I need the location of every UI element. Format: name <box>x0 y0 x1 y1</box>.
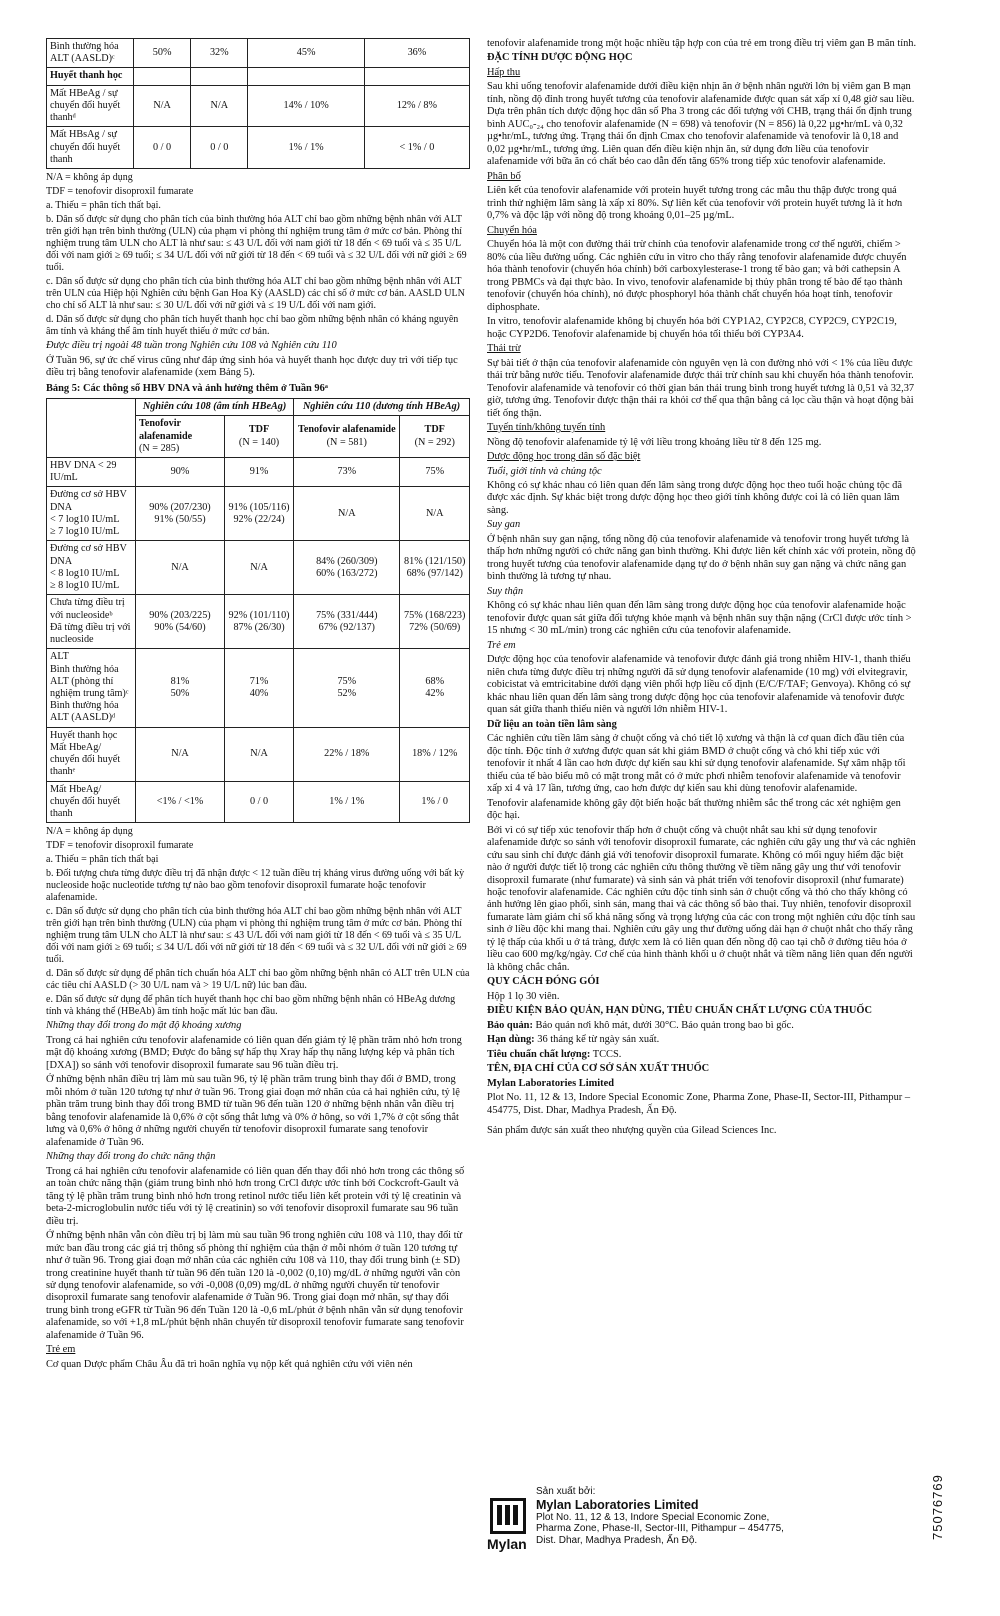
table-cell: N/A <box>400 487 470 541</box>
peds-heading: Trẻ em <box>487 639 516 651</box>
row-label: Huyết thanh học <box>47 68 134 85</box>
kidney-paragraph: Ở những bệnh nhân vẫn còn điều trị bị làm mù sau tuần 96 trong nghiên cứu 108 và 110, thay đổi từ mức ban đầu trong các giá trị thông số phòng thí nghiệm của thận ở mỗi nhóm ở tuần 120 tương tự như ở tuần 96. Trong giai đoạn mở nhãn của các nghiên cứu 108 và 110, thay đổi trung bình (± SD) trong creatinine huyết thanh từ tuần 96 đến tuần 120 là -0,002 (0,10) mg/dL ở những người vẫn còn sử dụng tenofovir alafenamide, so với -0,008 (0,09) mg/dL ở những người chuyển từ tenofovir disoproxil fumarate sang tenofovir alafenamide ở Tuần 96. Trong giai đoạn mở nhãn, sự thay đổi trung bình trong eGFR từ Tuần 96 đến Tuần 120 là -0,6 mL/phút ở bệnh nhân vẫn sử dụng tenofovir alafenamide, so với +1,8 mL/phút bệnh nhân chuyển từ disoproxil tenofovir fumarate sang tenofovir alafenamide ở Tuần 96. <box>46 1230 464 1341</box>
table-cell: 0 / 0 <box>225 781 294 823</box>
liver-heading: Suy gan <box>487 519 521 531</box>
table-5 <box>46 398 470 823</box>
manufacturer-name: Mylan Laboratories Limited <box>487 1077 614 1089</box>
elimination-heading: Thải trừ <box>487 343 521 355</box>
table-cell: 84% (260/309) 60% (163/272) <box>294 541 400 595</box>
table-cell: N/A <box>134 85 191 127</box>
table-cell: 22% / 18% <box>294 727 400 781</box>
left-column <box>46 38 470 1373</box>
row-label: Đường cơ sở HBV DNA < 7 log10 IU/mL ≥ 7 log10 IU/mL <box>47 487 136 541</box>
table-cell: 73% <box>294 457 400 486</box>
note: e. Dân số được sử dụng để phân tích huyết thanh học chỉ bao gồm những bệnh nhân có HBeAg dương tính và kháng thể (HBeAb) âm tính hoặc mất lúc ban đầu. <box>46 994 456 1018</box>
table-cell: 32% <box>191 39 248 68</box>
product-code: 75076769 <box>930 1474 945 1540</box>
absorption-heading: Hấp thu <box>487 66 521 78</box>
bone-paragraph: Trong cả hai nghiên cứu tenofovir alafenamide có liên quan đến giảm tỷ lệ phần trăm nhỏ hơn trong mật độ khoáng xương (BMD; Được đo bằng sự hấp thụ Xray hấp thụ năng lượng kép và phân tích [DXA]) so sánh với tenofovir disoproxil fumarate sau 96 tuần điều trị. <box>46 1034 462 1071</box>
row-label: HBV DNA < 29 IU/mL <box>47 457 136 486</box>
table-5-corner <box>47 399 136 458</box>
preclinical-heading: Dữ liệu an toàn tiền lâm sàng <box>487 718 617 730</box>
note: b. Đối tượng chưa từng được điều trị đã nhận được < 12 tuần điều trị kháng virus đường uống với bất kỳ nucleoside hoặc nucleotide tương tự nào bao gồm tenofovir disoproxil fumarate hoặc tenofovir alafenamide. <box>46 868 465 904</box>
table-row <box>47 541 470 595</box>
table-cell <box>248 68 364 85</box>
bone-paragraph: Ở những bệnh nhân điều trị làm mù sau tuần 96, tỷ lệ phần trăm trung bình thay đổi ở BMD, trong mỗi nhóm ở tuần 120 tương tự như ở tuần 96. Trong giai đoạn mở nhãn của cả hai nghiên cứu, tỷ lệ phần trăm trung bình thay đổi trong BMD từ tuần 96 đến tuần 120 ở những bệnh nhân vẫn điều trị bằng tenofovir alafenamide là 0,6% ở cột sống thắt lưng và 0% ở hông, so với 1,7% ở cột sống thắt lưng và 0,6% ở hông ở những người chuyển từ tenofovir disoproxil fumarate sang tenofovir alafenamide ở Tuần 96. <box>46 1074 460 1148</box>
table-cell: 81% 50% <box>136 649 225 727</box>
storage-line: Hạn dùng: 36 tháng kể từ ngày sản xuất. <box>487 1034 660 1046</box>
table-5-notes <box>46 826 470 1018</box>
table-row <box>47 68 470 85</box>
table-cell: 75% (168/223) 72% (50/69) <box>400 595 470 649</box>
note: c. Dân số được sử dụng cho phân tích của bình thường hóa ALT chỉ bao gồm những bệnh nhân với ALT trên giới hạn trên bình thường (ULN) của phạm vi phòng thí nghiệm trung tâm ở mức cơ bản. Phòng thí nghiệm trung tâm ULN cho ALT là như sau: ≤ 43 U/L đối với nam giới từ 18 đến < 69 tuổi và ≤ 35 U/L đối với nam giới ≥ 69 tuổi; ≤ 34 U/L đối với nữ giới từ 18 đến < 69 tuổi và ≤ 32 U/L đối với nữ giới ≥ 69 tuổi. <box>46 906 467 966</box>
preclinical-text: Tenofovir alafenamide không gây đột biến hoặc bất thường nhiễm sắc thể trong các xét nghiệm gen độc hại. <box>487 797 901 822</box>
preclinical-text: Bởi vì có sự tiếp xúc tenofovir thấp hơn ở chuột cống và chuột nhắt sau khi sử dụng tenofovir alafenamide được so sánh với tenofovir disoproxil fumarate, các nghiên cứu gây ung thư và các nghiên cứu sau sinh chỉ được đánh giá với tenofovir disoproxil fumarate. Không có mối nguy hiểm đặc biệt nào ở người được tiết lộ trong các nghiên cứu thông thường về tiềm năng gây ung thư với tenofovir disoproxil fumarate (như fumarate) và sinh sản và phát triển với tenofovir disoproxil (như fumarate) hoặc tenofovir alafenamide. Các nghiên cứu độc tính sinh sản ở chuột cống và thỏ cho thấy không có ảnh hưởng lên giao phối, sinh sản, mang thai và các thông số bào thai. Tuy nhiên, tenofovir disoproxil fumarate làm giảm chỉ số khả năng sống và trọng lượng của các con trong một nghiên cứu độc tính sau sinh ở liều độc khi mang thai. Nghiên cứu gây ung thư đường uống dài hạn ở chuột nhắt cho thấy rằng tỷ lệ thấp của khối u ở tá tràng, được xem là có liên quan đến nồng độ cao tại chỗ ở đường tiêu hóa ở liều cao 600 mg/kg/ngày. Cơ chế của hình thành khối u ở chuột nhắt và tiềm năng liên quan đến người là không chắc chắn. <box>487 824 916 973</box>
renal-text: Không có sự khác nhau liên quan đến lâm sàng trong dược động học của tenofovir alafenamide hoặc tenofovir được quan sát giữa đối tượng khỏe mạnh và bệnh nhân suy thận nặng (CrCl được ước tính > 15 nhưng < 30 mL/min) trong các nghiên cứu của tenofovir alafenamide. <box>487 600 912 637</box>
table-row <box>47 595 470 649</box>
packaging-heading: QUY CÁCH ĐÓNG GÓI <box>487 976 600 988</box>
table-cell: 36% <box>364 39 469 68</box>
absorption-text: Sau khi uống tenofovir alafenamide dưới điều kiện nhịn ăn ở bệnh nhân người lớn bị viêm gan B mạn tính, nồng độ đỉnh trong huyết tương của tenofovir alafenamide được quan sát xấp xỉ 0,48 giờ sau liều. Dựa trên phân tích dược động học dân số Pha 3 trong các đối tượng với CHB, trạng thái ổn định trung bình AUC₀-₂₄ cho tenofovir alafenamide (N = 698) và tenofovir (N = 856) là 0,22 µg•hr/mL và 0,32 µg•hr/mL, tương ứng. Trạng thái ổn định Cmax cho tenofovir alafenamide và tenofovir là 0,18 and 0,02 µg•hr/mL, tương ứng. Liên quan đến điều kiện nhịn ăn, sử dụng đơn liều của tenofovir alafenamide với bữa ăn có chất béo cao dẫn đến tăng 65% trong tiếp xúc tenofovir alafenamide. <box>487 81 915 168</box>
children-paragraph: Cơ quan Dược phẩm Châu Âu đã trì hoãn nghĩa vụ nộp kết quả nghiên cứu với viên nén <box>46 1358 413 1370</box>
table-cell: 1% / 0 <box>400 781 470 823</box>
peds-text: Dược động học của tenofovir alafenamide và tenofovir được đánh giá trong nhiễm HIV-1, thanh thiếu niên chưa từng được điều trị những người đã sử dụng tenofovir alafenamide (10 mg) với elvitegravir, cobicistat và emtricitabine dưới dạng viên phối hợp liều cố định (E/C/F/TAF; Genvoya). Không có sự khác nhau liên quan đến lâm sàng trong dược động học của tenofovir alafenamide và tenofovir được quan sát giữa thanh thiếu niên và người lớn nhiễm HIV-1. <box>487 654 911 716</box>
row-label: Mất HbeAg/ chuyển đổi huyết thanh <box>47 781 136 823</box>
table-row <box>47 487 470 541</box>
manufacturer-heading: TÊN, ĐỊA CHỈ CỦA CƠ SỞ SẢN XUẤT THUỐC <box>487 1063 710 1075</box>
table-cell: 1% / 1% <box>248 127 364 169</box>
table-cell: 68% 42% <box>400 649 470 727</box>
row-label: Bình thường hóa ALT (AASLD)ᶜ <box>47 39 134 68</box>
table-cell: 81% (121/150) 68% (97/142) <box>400 541 470 595</box>
table-cell <box>191 68 248 85</box>
note: d. Dân số được sử dụng để phân tích chuẩn hóa ALT chỉ bao gồm những bệnh nhân có ALT trên ULN của các tiêu chí AASLD (> 30 U/L nam và > 19 U/L nữ) lúc ban đầu. <box>46 968 470 992</box>
kidney-paragraph: Trong cả hai nghiên cứu tenofovir alafenamide có liên quan đến thay đổi nhỏ hơn trong các thông số an toàn chức năng thận (giảm trung bình nhỏ hơn trong CrCl được ước tính bởi Cockcroft-Gault và tăng tỷ lệ phần trăm trung bình nhỏ hơn trong retinol nước tiểu liên kết protein với tỷ lệ creatinin và beta-2-microglobulin nước tiểu với tỷ lệ creatinin) so với tenofovir disoproxil fumarate sau 96 tuần điều trị. <box>46 1165 465 1227</box>
table-cell: 71% 40% <box>225 649 294 727</box>
taf-header: Tenofovir alafenamide (N = 285) <box>136 416 225 458</box>
metabolism-text: Chuyển hóa là một con đường thải trừ chính của tenofovir alafenamide trong cơ thể người, chiếm > 80% của liều đường uống. Các nghiên cứu in vitro cho thấy rằng tenofovir alafenamide được chuyển hóa thành tenofovir (chuyển hóa chính) bởi carboxylesterase-1 trong tế bào gan; và bởi cathepsin A trong PBMCs và đại thực bào. In vivo, tenofovir alafenamide bị thủy phân trong tế bào để tạo thành tenofovir (chuyển hóa chính), nó được phosphoryl hóa thành chất chuyển hóa hoạt tính, tenofovir diphosphate. <box>487 239 907 313</box>
tdf-header: TDF (N = 140) <box>225 416 294 458</box>
mylan-logo <box>490 1498 526 1534</box>
right-column <box>487 38 917 1140</box>
pk-heading: ĐẶC TÍNH DƯỢC ĐỘNG HỌC <box>487 52 633 64</box>
kidney-heading: Những thay đổi trong đo chức năng thận <box>46 1151 216 1163</box>
table-cell <box>134 68 191 85</box>
table-cell: 50% <box>134 39 191 68</box>
age-text: Không có sự khác nhau có liên quan đến lâm sàng trong dược động học theo tuổi hoặc chủng tộc đã được xác định. Sự khác biệt trong dược động học theo giới tính không được coi là có liên quan lâm sàng. <box>487 479 902 516</box>
table-cell: 12% / 8% <box>364 85 469 127</box>
table-cell: 75% 52% <box>294 649 400 727</box>
row-label: Huyết thanh học Mất HbeAg/ chuyển đổi huyết thanhᵉ <box>47 727 136 781</box>
note: TDF = tenofovir disoproxil fumarate <box>46 840 194 852</box>
linearity-text: Nồng độ tenofovir alafenamide tỷ lệ với liều trong khoảng liều từ 8 đến 125 mg. <box>487 436 822 448</box>
metabolism-heading: Chuyển hóa <box>487 224 537 236</box>
table-cell: 91% (105/116) 92% (22/24) <box>225 487 294 541</box>
note: TDF = tenofovir disoproxil fumarate <box>46 186 194 198</box>
table-cell: 14% / 10% <box>248 85 364 127</box>
table-4-continued <box>46 38 470 169</box>
linearity-heading: Tuyến tính/không tuyến tính <box>487 422 606 434</box>
table-cell: N/A <box>191 85 248 127</box>
table-row <box>47 39 470 68</box>
table-row <box>47 457 470 486</box>
distribution-text: Liên kết của tenofovir alafenamide với protein huyết tương trong các mẫu thu thập được trong quá trình thử nghiệm lâm sàng là xấp xỉ 80%. Sự liên kết của tenofovir với protein huyết tương là ít hơn 0,7% và độc lập với nồng độ trong khoảng 0,01–25 µg/mL. <box>487 185 903 222</box>
note: N/A = không áp dụng <box>46 172 133 184</box>
row-label: Mất HBeAg / sự chuyển đổi huyết thanhᵈ <box>47 85 134 127</box>
table-cell: 75% (331/444) 67% (92/137) <box>294 595 400 649</box>
table-cell: 0 / 0 <box>134 127 191 169</box>
children-heading: Trẻ em <box>46 1344 76 1356</box>
special-populations-heading: Dược động học trong dân số đặc biệt <box>487 451 641 463</box>
table-row <box>47 85 470 127</box>
week96-text: Ở Tuần 96, sự ức chế virus cũng như đáp ứng sinh hóa và huyết thanh học được duy trì với tiếp tục điều trị bằng tenofovir alafenamide (xem Bảng 5). <box>46 354 458 379</box>
table-cell: 45% <box>248 39 364 68</box>
table-cell: 90% (203/225) 90% (54/60) <box>136 595 225 649</box>
note: a. Thiếu = phân tích thất bại. <box>46 200 161 212</box>
license-text: Sản phẩm được sản xuất theo nhượng quyền của Gilead Sciences Inc. <box>487 1125 777 1137</box>
note: d. Dân số được sử dụng cho phân tích huyết thanh học chỉ bao gồm những bệnh nhân có kháng nguyên âm tính và kháng thể âm tính huyết thiếu ở mức cơ bản. <box>46 314 459 338</box>
row-label: Mất HBsAg / sự chuyển đổi huyết thanh <box>47 127 134 169</box>
bone-heading: Những thay đổi trong đo mật độ khoáng xương <box>46 1020 242 1032</box>
table-cell: 18% / 12% <box>400 727 470 781</box>
note: a. Thiếu = phân tích thất bại <box>46 854 159 866</box>
table-5-title: Bảng 5: Các thông số HBV DNA và ảnh hưởng thêm ở Tuần 96ᵃ <box>46 382 328 394</box>
storage-line: Tiêu chuẩn chất lượng: TCCS. <box>487 1048 622 1060</box>
table-cell <box>364 68 469 85</box>
tdf-header: TDF (N = 292) <box>400 416 470 458</box>
table-4-notes <box>46 172 470 338</box>
manufacturer-footer <box>487 1486 880 1566</box>
table-cell: N/A <box>225 541 294 595</box>
table-cell: < 1% / 0 <box>364 127 469 169</box>
note: c. Dân số được sử dụng cho phân tích của bình thường hóa ALT chỉ bao gồm những bệnh nhân với ALT trên ULN của Hiệp hội Nghiên cứu bệnh Gan Hoa Kỳ (AASLD) các chỉ số ở mức cơ bản. AASLD ULN cho chỉ số ALT là như sau: ≤ 30 U/L đối với nữ giới và ≤ 19 U/L đối với nam giới. <box>46 276 465 312</box>
manufacturer-address: Plot No. 11, 12 & 13, Indore Special Economic Zone, Pharma Zone, Phase-II, Sector-III, Pithampur – 454775, Dist. Dhar, Madhya Pradesh, Ấn Độ. <box>487 1092 911 1116</box>
table-cell: 75% <box>400 457 470 486</box>
table-cell: 91% <box>225 457 294 486</box>
table-cell: 1% / 1% <box>294 781 400 823</box>
children-paragraph-cont: tenofovir alafenamide trong một hoặc nhiều tập hợp con của trẻ em trong điều trị viêm gan B mãn tính. <box>487 38 917 49</box>
table-cell: 90% <box>136 457 225 486</box>
study-108-header: Nghiên cứu 108 (âm tính HBeAg) <box>136 399 294 416</box>
table-row <box>47 781 470 823</box>
elimination-text: Sự bài tiết ở thận của tenofovir alafenamide còn nguyên vẹn là con đường nhỏ với < 1% của liều được thải trừ bằng nước tiểu. Tenofovir alafenamide được thải trừ chính sau khi chuyển hóa thành tenofovir. Tenofovir alafenamide và tenofovir có thời gian bán thải trung bình trong huyết tương là 0,51 và 32,37 giờ, tương ứng. Tenofovir được thận thải ra khỏi cơ thể qua thận bằng cả lọc cầu thận và hoạt động bài tiết ống thận. <box>487 357 915 419</box>
note: N/A = không áp dụng <box>46 826 133 838</box>
row-label: Chưa từng điều trị với nucleosideᵇ Đã từng điều trị với nucleoside <box>47 595 136 649</box>
taf-header: Tenofovir alafenamide (N = 581) <box>294 416 400 458</box>
packaging-text: Hộp 1 lọ 30 viên. <box>487 990 560 1002</box>
storage-heading: ĐIỀU KIỆN BẢO QUẢN, HẠN DÙNG, TIÊU CHUẨN CHẤT LƯỢNG CỦA THUỐC <box>487 1005 872 1017</box>
row-label: ALT Bình thường hóa ALT (phòng thí nghiệm trung tâm)ᶜ Bình thường hóa ALT (AASLD)ᵈ <box>47 649 136 727</box>
age-heading: Tuổi, giới tính và chủng tộc <box>487 465 602 477</box>
row-label: Đường cơ sở HBV DNA < 8 log10 IU/mL ≥ 8 log10 IU/mL <box>47 541 136 595</box>
table-cell: N/A <box>225 727 294 781</box>
renal-heading: Suy thận <box>487 585 524 597</box>
table-cell: 90% (207/230) 91% (50/55) <box>136 487 225 541</box>
table-cell: <1% / <1% <box>136 781 225 823</box>
storage-line: Bảo quản: Bảo quản nơi khô mát, dưới 30°C. Bảo quản trong bao bì gốc. <box>487 1019 794 1031</box>
distribution-heading: Phân bố <box>487 170 521 182</box>
table-cell: N/A <box>294 487 400 541</box>
table-cell: 0 / 0 <box>191 127 248 169</box>
table-cell: 92% (101/110) 87% (26/30) <box>225 595 294 649</box>
study-110-header: Nghiên cứu 110 (dương tính HBeAg) <box>294 399 470 416</box>
liver-text: Ở bệnh nhân suy gan nặng, tổng nồng độ của tenofovir alafenamide và tenofovir trong huyết tương là thấp hơn những người có chức năng gan bình thường. Khi được liên kết chính xác với protein, nồng độ trong huyết tương của tenofovir alafenamide dạng tự do ở bệnh nhân suy gan nặng và chức năng gan bình thường là tương tự nhau. <box>487 533 916 583</box>
table-row <box>47 727 470 781</box>
table-cell: N/A <box>136 727 225 781</box>
mylan-logo-text: Mylan <box>487 1536 527 1552</box>
table-row <box>47 127 470 169</box>
week48-heading: Được điều trị ngoài 48 tuần trong Nghiên cứu 108 và Nghiên cứu 110 <box>46 340 337 352</box>
table-cell: N/A <box>136 541 225 595</box>
preclinical-text: Các nghiên cứu tiền lâm sàng ở chuột cống và chó tiết lộ xương và thận là cơ quan đích đầu tiên của độc tính. Độc tính ở xương được quan sát khi giảm BMD ở chuột cống và chó khi tiếp xúc với tenofovir ít nhất 4 lần cao hơn được dự kiến sau khi sử dụng tenofovir alafenamide. Sự xâm nhập tối thiểu của tế bào biểu mô có mặt trong mắt có ở mức phơi nhiễm tenofovir alafenamide và tenofovir xấp xỉ 4 và 17 lần, tương ứng, cao hơn được dự kiến sau khi dùng tenofovir alafenamide. <box>487 733 906 795</box>
table-row <box>47 649 470 727</box>
note: b. Dân số được sử dụng cho phân tích của bình thường hóa ALT chỉ bao gồm những bệnh nhân với ALT trên giới hạn trên bình thường (ULN) của phạm vi phòng thí nghiệm trung tâm ở mức cơ bản. Phòng thí nghiệm trung tâm ULN cho ALT là như sau: ≤ 43 U/L đối với nam giới từ 18 đến < 69 tuổi và ≤ 35 U/L đối với nam giới ≥ 69 tuổi; ≤ 34 U/L đối với nữ giới từ 18 đến < 69 tuổi và ≤ 32 U/L đối với nữ giới ≥ 69 tuổi. <box>46 214 467 274</box>
footer-address: Sản xuất bởi: Mylan Laboratories Limited Plot No. 11, 12 & 13, Indore Special Economic Zone, Pharma Zone, Phase-II, Sector-III, Pithampur – 454775, Dist. Dhar, Madhya Pradesh, Ấn Độ. <box>536 1486 784 1546</box>
metabolism-text: In vitro, tenofovir alafenamide không bị chuyển hóa bởi CYP1A2, CYP2C8, CYP2C9, CYP2C19, hoặc CYP2D6. Tenofovir alafenamide bị chuyển hóa tối thiểu bởi CYP3A4. <box>487 316 897 340</box>
